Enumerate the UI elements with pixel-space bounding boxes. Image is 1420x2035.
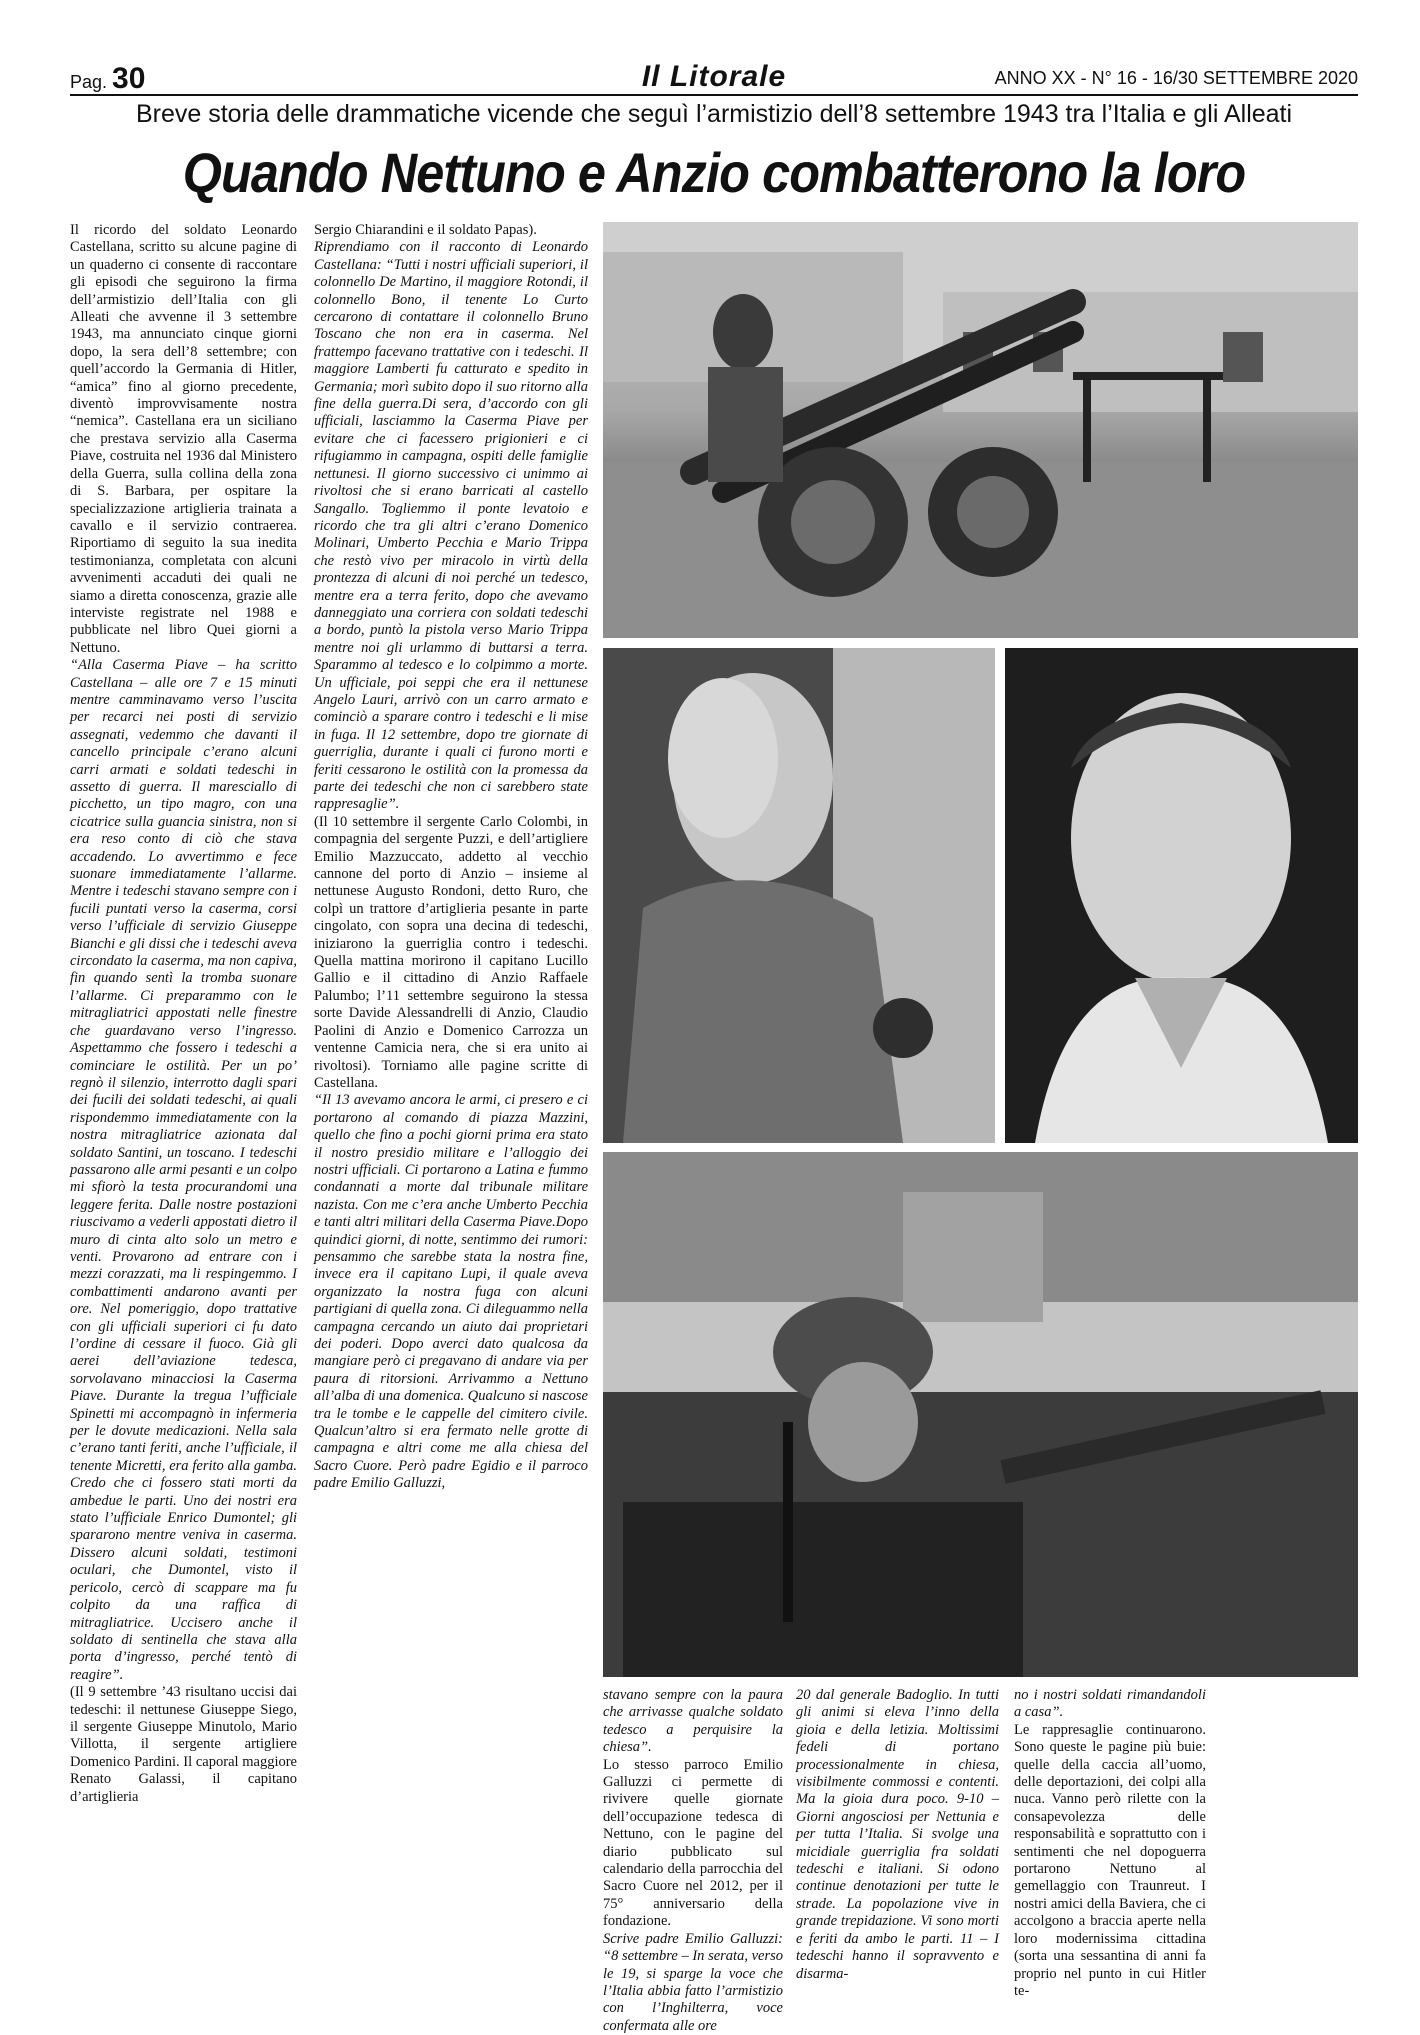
col3-paragraph: Scrive padre Emilio Galluzzi: “8 settembre – In serata, verso le 19, si sparge la voce che l’Italia abbia fatto l’armistizio con l’Inghilterra, voce confermata alle ore (603, 1930, 783, 2034)
text-column-1 (70, 222, 297, 1987)
photo-artillery-gun (603, 222, 1358, 638)
text-column-5 (1014, 1687, 1206, 1999)
col3-paragraph: stavano sempre con la paura che arrivasse qualche soldato tedesco a perquisire la chiesa”. (603, 1687, 783, 1756)
col3-paragraph: Lo stesso parroco Emilio Galluzzi ci permette di rivivere quelle giornate dell’occupazione tedesca di Nettuno, con le pagine del diario pubblicato sul calendario della parrocchia del Sacro Cuore nel 2012, per il 75° anniversario della fondazione. (603, 1756, 783, 1930)
col2-paragraph: (Il 10 settembre il sergente Carlo Colombi, in compagnia del sergente Puzzi, e dell’artigliere Emilio Mazzuccato, addetto al vecchio cannone del porto di Anzio – insieme al nettunese Augusto Rondoni, detto Ruro, che colpì un trattore d’artiglieria pesante in parte cingolato, con sopra una decina di tedeschi, iniziarono la guerriglia contro i tedeschi. Quella mattina morirono il capitano Lucillo Gallio e il cittadino di Anzio Raffaele Palumbo; l’11 settembre seguirono la stessa sorte Davide Alessandrelli di Anzio, Claudio Paolini di Anzio e Domenico Carrozza un ventenne Camicia nera, che si era unito ai rivoltosi). Torniamo alle pagine scritte di Castellana. (314, 813, 588, 1091)
col5-paragraph: Le rappresaglie continuarono. Sono queste le pagine più buie: quelle della caccia all’uomo, delle deportazioni, dei colpi alla nuca. Vanno però rilette con la consapevolezza delle responsabilità e soprattutto con i sentimenti che nel dopoguerra portarono Nettuno al gemellaggio con Traunreut. I nostri amici della Baviera, che ci accolgono a braccia aperte nella loro modernissima cittadina (sorta una sessantina di anni fa proprio nel punto in cui Hitler te- (1014, 1721, 1206, 1999)
text-column-4 (796, 1687, 999, 1987)
page-number: 30 (112, 62, 146, 95)
photo-young-man-portrait (1005, 648, 1358, 1143)
text-column-3 (603, 1687, 783, 2034)
page-header (70, 62, 1358, 96)
photo-man-portrait (603, 648, 995, 1143)
col4-paragraph: 20 dal generale Badoglio. In tutti gli animi si eleva l’inno della gioia e della letizia. Moltissimi fedeli di portano processionalmente in chiesa, visibilmente commossi e contenti. Ma la gioia dura poco. 9-10 – Giorni angosciosi per Nettunia e per tutta l’Italia. Si svolge una micidiale guerriglia fra soldati tedeschi e italiani. Si odono continue denotazioni per tutte le strade. La popolazione vive in grande trepidazione. Vi sono morti e feriti da ambo le parti. 11 – I tedeschi hanno il sopravvento e disarma- (796, 1687, 999, 1982)
col2-paragraph: Riprendiamo con il racconto di Leonardo Castellana: “Tutti i nostri ufficiali superiori, il colonnello De Martino, il maggiore Rotondi, il colonnello Bono, il tenente Lo Curto cercarono di contattare il colonnello Bruno Toscano che non era in caserma. Nel frattempo facevano trattative con i tedeschi. Il maggiore Lamberti fu catturato e spedito in Germania; morì subito dopo il suo ritorno alla fine della guerra.Di sera, d’accordo con gli ufficiali, lasciammo la Caserma Piave per evitare che ci facessero prigionieri e ci rifugiammo in campagna, ospiti delle famiglie nettunesi. Il giorno successivo ci unimmo ai rivoltosi che si erano barricati al castello Sangallo. Togliemmo il ponte levatoio e ricordo che tra gli altri c’erano Domenico Molinari, Umberto Pecchia e Mario Trippa che restò vivo per miracolo in virtù della prontezza di alcuni di noi perché un tedesco, mentre era a terra ferito, dopo che avevamo danneggiato una corriera con soldati tedeschi a bordo, puntò la pistola verso Mario Trippa mentre noi gli urlammo di buttarsi a terra. Sparammo al tedesco e lo colpimmo a morte. Un ufficiale, poi seppi che era il nettunese Angelo Lauri, arrivò con un carro armato e cominciò a sparare contro i tedeschi e li mise in fuga. Il 12 settembre, dopo tre giornate di guerriglia, durante i quali ci furono morti e feriti cessarono le ostilità con la promessa da parte dei tedeschi che non ci sarebbero state rappresaglie”. (314, 239, 588, 813)
col5-paragraph: no i nostri soldati rimandandoli a casa”. (1014, 1687, 1206, 1721)
col1-paragraph: Il ricordo del soldato Leonardo Castellana, scritto su alcune pagine di un quaderno ci consente di raccontare gli episodi che seguirono la firma dell’armistizio dell’Italia con gli Alleati che avvenne il 3 settembre 1943, ma annunciato cinque giorni dopo, la sera dell’8 settembre; con quell’accordo la Germania di Hitler, “amica” fino al giorno precedente, diventò improvvisamente nostra “nemica”. Castellana era un siciliano che prestava servizio alla Caserma Piave, costruita nel 1936 dal Ministero della Guerra, sulla collina della zona di S. Barbara, per ospitare la specializzazione artiglieria trainata a cavallo e il servizio contraerea. Riportiamo di seguito la sua inedita testimonianza, completata con alcuni avvenimenti accaduti dei quali ne siamo a diretta conoscenza, grazie alle interviste registrate nel 1988 e pubblicate nel libro Quei giorni a Nettuno. (70, 222, 297, 656)
text-column-2 (314, 222, 588, 1987)
photo-soldier-tank (603, 1152, 1358, 1677)
photo-man-portrait-drawing (603, 648, 995, 1143)
col1-paragraph: (Il 9 settembre ’43 risultano uccisi dai tedeschi: il nettunese Giuseppe Siego, il sergente Giuseppe Minutolo, Mario Villotta, il sergente artigliere Domenico Pardini. Il caporal maggiore Renato Galassi, il capitano d’artiglieria (70, 1684, 297, 1805)
article-headline: Quando Nettuno e Anzio combatterono la loro (182, 141, 1246, 204)
page-prefix: Pag. (70, 72, 108, 92)
col2-paragraph: “Il 13 avevamo ancora le armi, ci presero e ci portarono al comando di piazza Mazzini, quello che fino a pochi giorni prima era stato il nostro presidio militare e l’alloggio dei nostri ufficiali. Ci portarono a Latina e fummo condannati a morte dal tribunale militare nazista. Con me c’era anche Umberto Pecchia e tanti altri militari della Caserma Piave.Dopo quindici giorni, di notte, sentimmo dei rumori: pensammo che sarebbe stata la nostra fine, invece era il capitano Lupi, il quale aveva organizzato la nostra fuga con alcuni partigiani di quella zona. Ci dileguammo nella campagna cercando un aiuto dai proprietari dei poderi. Dopo averci dato qualcosa da mangiare però ci pregavano di andare via per paura di ritorsioni. Arrivammo a Nettuno all’alba di una domenica. Qualcuno si nascose tra le tombe e le cappelle del cimitero civile. Qualcun’altro si era fermato nelle grotte di campagna e altri come me alla chiesa del Sacro Cuore. Però padre Egidio e il parroco padre Emilio Galluzzi, (314, 1092, 588, 1492)
photo-young-man-portrait-drawing (1005, 648, 1358, 1143)
photo-soldier-tank-drawing (603, 1152, 1358, 1677)
article-subtitle: Breve storia delle drammatiche vicende che seguì l’armistizio dell’8 settembre 1943 tra l’Italia e gli Alleati (135, 100, 1293, 128)
issue-info: ANNO XX - N° 16 - 16/30 SETTEMBRE 2020 (994, 68, 1358, 88)
col2-paragraph: Sergio Chiarandini e il soldato Papas). (314, 222, 537, 238)
masthead: Il Litorale (641, 60, 787, 93)
photo-artillery-gun-drawing (603, 222, 1358, 638)
col1-paragraph: “Alla Caserma Piave – ha scritto Castellana – alle ore 7 e 15 minuti mentre camminavamo verso l’uscita per recarci nei posti di servizio assegnati, vedemmo che davanti il cancello principale c’erano alcuni carri armati e soldati tedeschi in assetto di guerra. Il maresciallo di picchetto, un tipo magro, con una cicatrice sulla guancia sinistra, non si era reso conto di ciò che stava accadendo. Lo avvertimmo e fece suonare immediatamente l’allarme. Mentre i tedeschi stavano sempre con i fucili puntati verso la caserma, corsi verso l’ufficiale di servizio Giuseppe Bianchi e gli dissi che i tedeschi aveva circondato la caserma, ma non capiva, fin quando sentì la tromba suonare l’allarme. Ci preparammo con le mitragliatrici appostati nelle finestre che guardavano verso l’ingresso. Aspettammo che fossero i tedeschi a cominciare le ostilità. Per un po’ regnò il silenzio, interrotto dagli spari dei fucili dei soldati tedeschi, ai quali rispondemmo immediatamente con la nostra mitragliatrice azionata dal soldato Santini, un toscano. I tedeschi passarono alle armi pesanti e un colpo mi sfiorò la testa procurandomi una leggere ferita. Dalle nostre postazioni riuscivamo a vederli appostati dietro il muro di cinta alto solo un metro e venti. Provarono ad entrare con i mezzi corazzati, ma li respingemmo. I combattimenti andarono avanti per ore. Nel pomeriggio, dopo trattative con gli ufficiali superiori ci fu dato l’ordine di cessare il fuoco. Già gli aerei dell’aviazione tedesca, sorvolavano minacciosi la Caserma Piave. Durante la tregua l’ufficiale Spinetti mi accompagnò in infermeria per le dovute medicazioni. Nella sala c’erano tanti feriti, anche l’ufficiale, il tenente Micretti, era ferito alla gamba. Credo che ci fossero stati morti da ambedue le parti. Uno dei nostri era stato l’ufficiale Enrico Dumontel; gli spararono mentre veniva in caserma. Dissero alcuni soldati, testimoni oculari, che Dumontel, visto il pericolo, cercò di scappare ma fu colpito da una raffica di mitragliatrice. Uccisero anche il soldato di sentinella che stava alla porta d’ingresso, perché tentò di reagire”. (70, 657, 297, 1683)
